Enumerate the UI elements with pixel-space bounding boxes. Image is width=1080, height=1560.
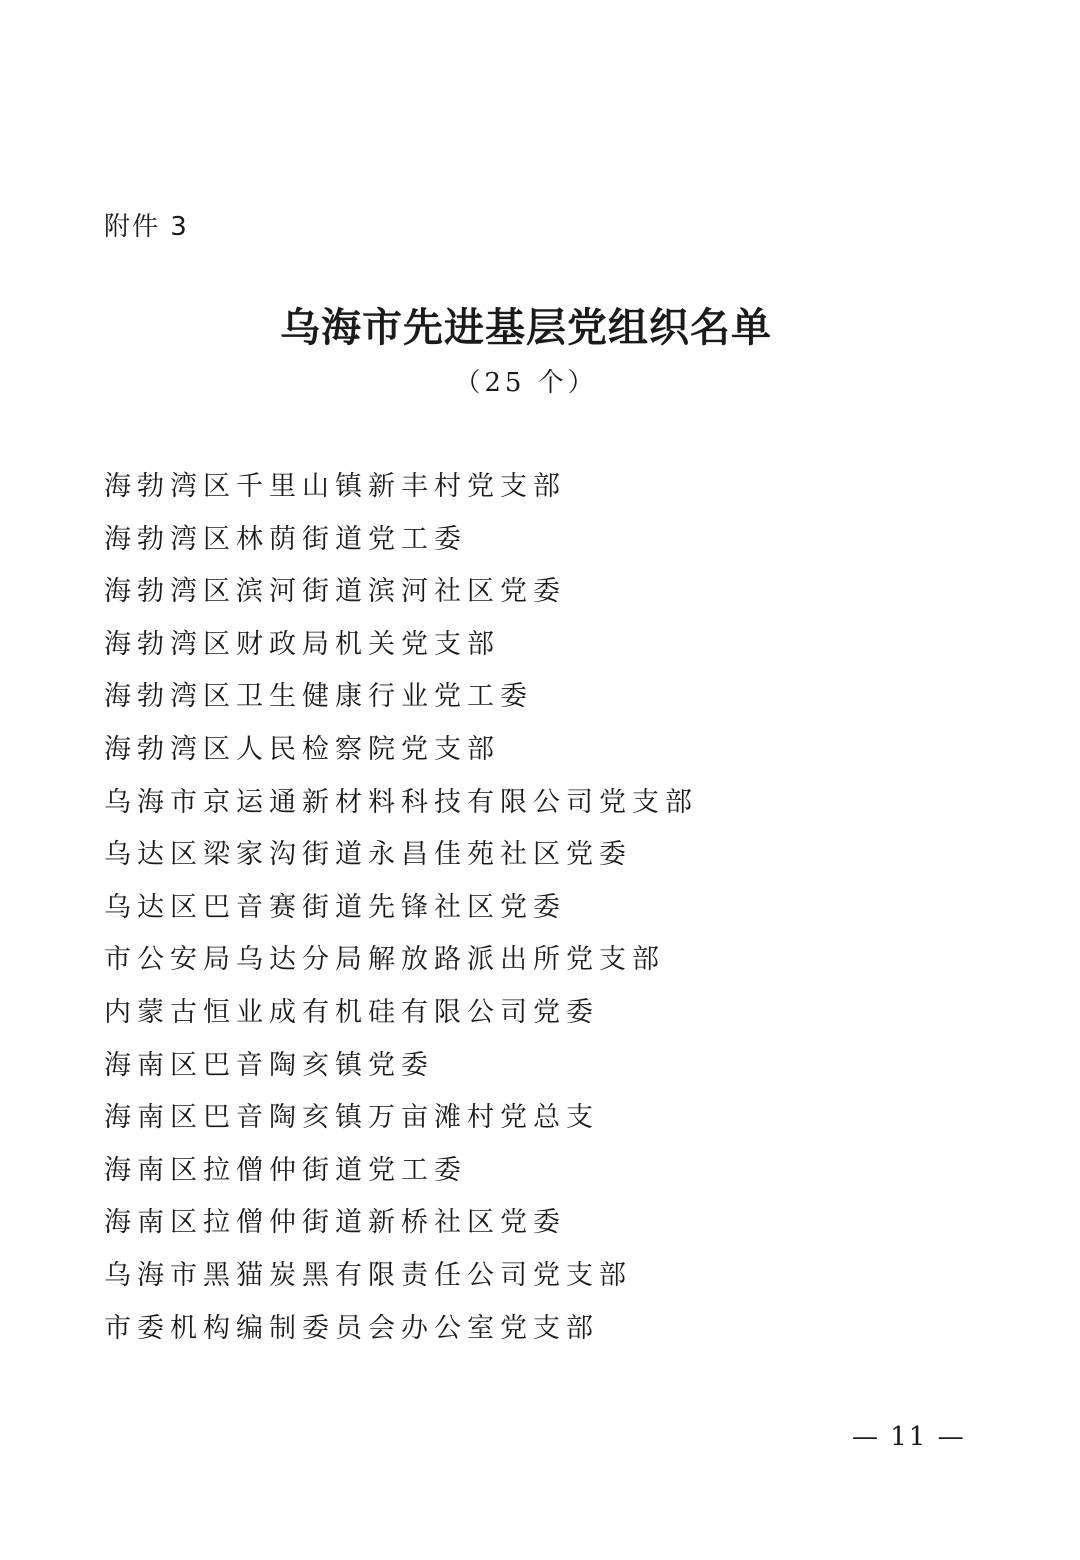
organization-item: 乌海市黑猫炭黑有限责任公司党支部 [104, 1259, 632, 1291]
attachment-label: 附件 3 [104, 212, 189, 242]
count-note: （25 个） [454, 368, 598, 398]
organization-item: 海勃湾区财政局机关党支部 [104, 628, 500, 660]
organization-item: 海南区拉僧仲街道新桥社区党委 [104, 1207, 566, 1239]
organization-item: 海勃湾区卫生健康行业党工委 [104, 681, 533, 713]
organization-item: 海勃湾区林荫街道党工委 [104, 523, 467, 555]
organization-item: 市公安局乌达分局解放路派出所党支部 [104, 944, 665, 976]
organization-item: 内蒙古恒业成有机硅有限公司党委 [104, 996, 599, 1028]
document-title: 乌海市先进基层党组织名单 [280, 304, 772, 351]
organization-item: 海勃湾区人民检察院党支部 [104, 733, 500, 765]
organization-item: 海勃湾区滨河街道滨河社区党委 [104, 576, 566, 608]
page-number: — 11 — [852, 1422, 966, 1452]
organization-item: 市委机构编制委员会办公室党支部 [104, 1312, 599, 1344]
organization-item: 海勃湾区千里山镇新丰村党支部 [104, 471, 566, 502]
organization-item: 乌达区巴音赛街道先锋社区党委 [104, 891, 566, 923]
organization-list [104, 461, 698, 1355]
organization-item: 海南区巴音陶亥镇万亩滩村党总支 [104, 1102, 599, 1134]
organization-item: 海南区巴音陶亥镇党委 [104, 1049, 434, 1081]
organization-item: 海南区拉僧仲街道党工委 [104, 1154, 467, 1186]
organization-item: 乌达区梁家沟街道永昌佳苑社区党委 [104, 839, 632, 871]
organization-item: 乌海市京运通新材料科技有限公司党支部 [104, 786, 698, 818]
